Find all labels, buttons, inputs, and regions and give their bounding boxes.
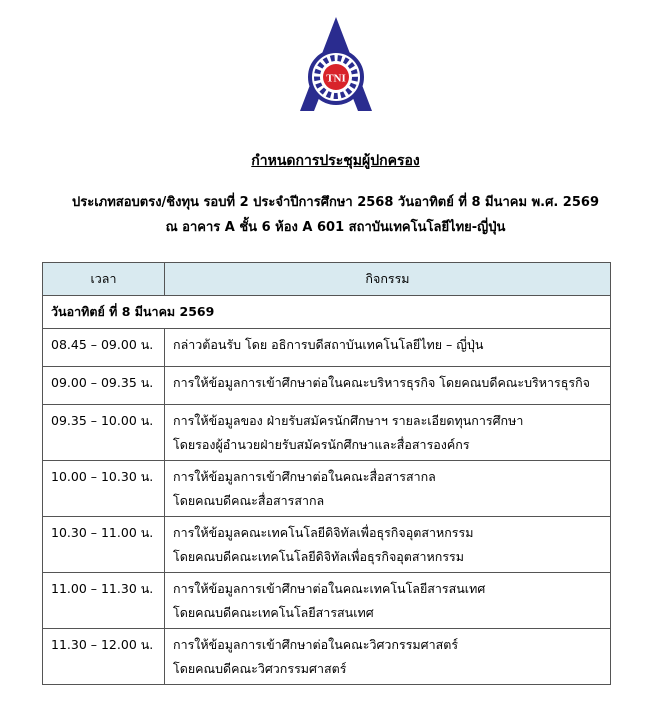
day-row — [43, 296, 611, 329]
subtitle-line-2: ณ อาคาร A ชั้น 6 ห้อง A 601 สถาบันเทคโนโลยีไทย-ญี่ปุ่น — [165, 220, 506, 235]
row-time: 11.00 – 11.30 น. — [43, 573, 165, 629]
activity-line: โดยคณบดีคณะเทคโนโลยีดิจิทัลเพื่อธุรกิจอุตสาหกรรม — [173, 549, 465, 564]
row-activity — [165, 329, 611, 367]
table-header-row — [43, 263, 611, 296]
activity-line: การให้ข้อมูลการเข้าศึกษาต่อในคณะเทคโนโลยีสารสนเทศ — [173, 581, 486, 596]
activity-line: การให้ข้อมูลการเข้าศึกษาต่อในคณะบริหารธุรกิจ โดยคณบดีคณะบริหารธุรกิจ — [173, 375, 590, 390]
table-row — [43, 329, 611, 367]
row-activity — [165, 461, 611, 517]
activity-line: การให้ข้อมูลการเข้าศึกษาต่อในคณะสื่อสารสากล — [173, 469, 436, 484]
table-row — [43, 367, 611, 405]
activity-line: การให้ข้อมูลการเข้าศึกษาต่อในคณะวิศวกรรมศาสตร์ — [173, 637, 459, 652]
row-activity — [165, 573, 611, 629]
row-time: 09.35 – 10.00 น. — [43, 405, 165, 461]
table-row — [43, 517, 611, 573]
table-row — [43, 461, 611, 517]
table-row — [43, 405, 611, 461]
row-time: 10.00 – 10.30 น. — [43, 461, 165, 517]
row-time: 11.30 – 12.00 น. — [43, 629, 165, 685]
page-title: กำหนดการประชุมผู้ปกครอง — [251, 153, 420, 169]
row-time: 08.45 – 09.00 น. — [43, 329, 165, 367]
header-activity: กิจกรรม — [165, 263, 611, 296]
activity-line: โดยรองผู้อำนวยฝ่ายรับสมัครนักศึกษาและสื่อสารองค์กร — [173, 437, 470, 452]
activity-line: การให้ข้อมูลของ ฝ่ายรับสมัครนักศึกษาฯ รายละเอียดทุนการศึกษา — [173, 413, 524, 428]
subtitle-line-1: ประเภทสอบตรง/ชิงทุน รอบที่ 2 ประจำปีการศึกษา 2568 วันอาทิตย์ ที่ 8 มีนาคม พ.ศ. 2569 — [71, 195, 599, 210]
table-row — [43, 573, 611, 629]
table-row — [43, 629, 611, 685]
tni-logo-icon — [296, 15, 376, 115]
row-activity — [165, 629, 611, 685]
row-activity — [165, 367, 611, 405]
row-time: 10.30 – 11.00 น. — [43, 517, 165, 573]
activity-line: โดยคณบดีคณะสื่อสารสากล — [173, 493, 325, 508]
day-label: วันอาทิตย์ ที่ 8 มีนาคม 2569 — [43, 296, 611, 329]
activity-line: โดยคณบดีคณะเทคโนโลยีสารสนเทศ — [173, 605, 374, 620]
header-time: เวลา — [43, 263, 165, 296]
row-activity — [165, 517, 611, 573]
activity-line: การให้ข้อมูลคณะเทคโนโลยีดิจิทัลเพื่อธุรกิจอุตสาหกรรม — [173, 525, 474, 540]
activity-line: กล่าวต้อนรับ โดย อธิการบดีสถาบันเทคโนโลยีไทย – ญี่ปุ่น — [173, 337, 484, 352]
activity-line: โดยคณบดีคณะวิศวกรรมศาสตร์ — [173, 661, 347, 676]
row-activity — [165, 405, 611, 461]
logo-text: TNI — [326, 72, 346, 85]
row-time: 09.00 – 09.35 น. — [43, 367, 165, 405]
schedule-table — [42, 262, 611, 685]
